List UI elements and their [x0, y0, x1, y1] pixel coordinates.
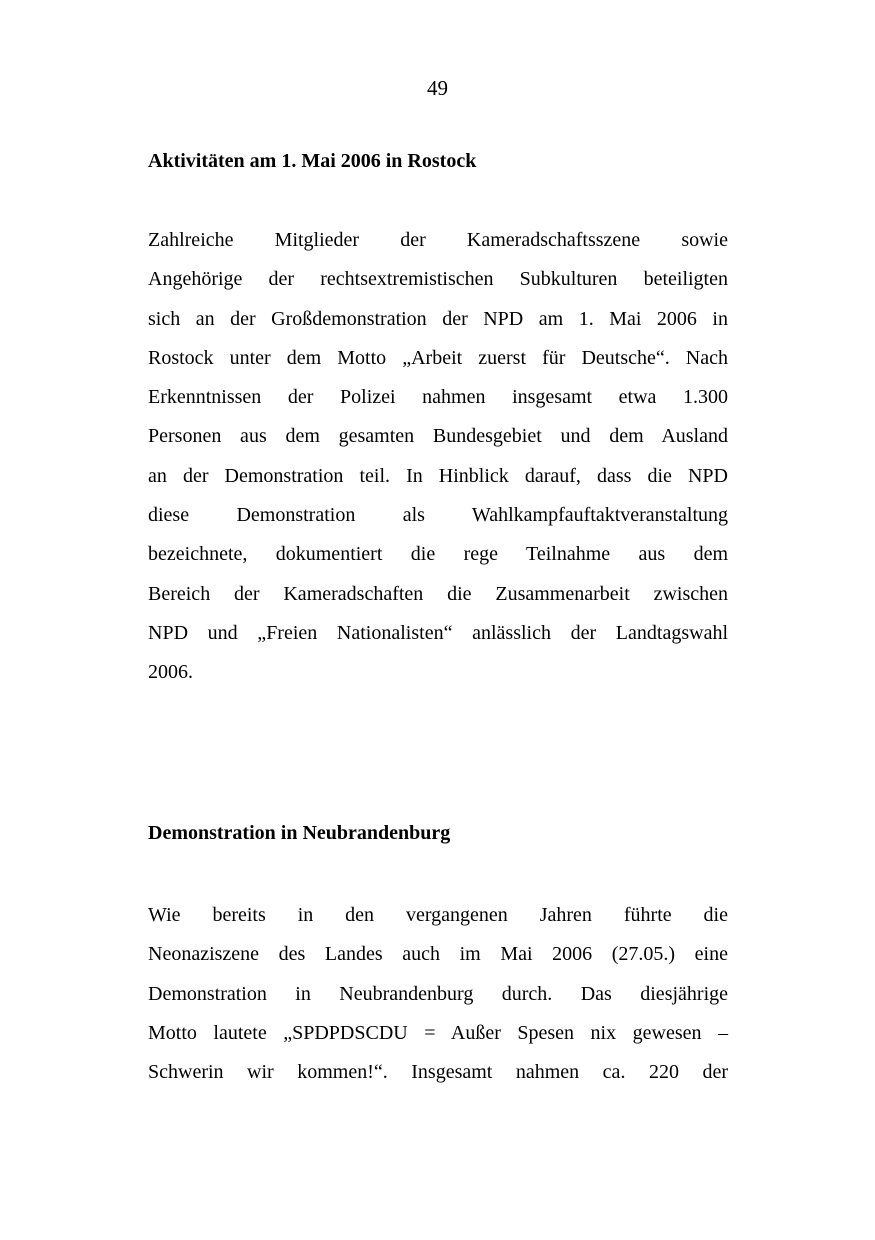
text-line: Personen aus dem gesamten Bundesgebiet und dem Ausland [148, 425, 728, 448]
text-line: diese Demonstration als Wahlkampfauftaktveranstaltung [148, 504, 728, 527]
text-line: Wie bereits in den vergangenen Jahren führte die [148, 904, 728, 926]
text-line: an der Demonstration teil. In Hinblick darauf, dass die NPD [148, 464, 728, 487]
text-line: Neonaziszene des Landes auch im Mai 2006 (27.05.) eine [148, 943, 728, 966]
text-line: Bereich der Kameradschaften die Zusammenarbeit zwischen [148, 582, 728, 605]
paragraph-rostock [148, 221, 728, 693]
text-line: 2006. [148, 661, 193, 684]
text-line: Erkenntnissen der Polizei nahmen insgesamt etwa 1.300 [148, 386, 728, 409]
text-line: Demonstration in Neubrandenburg durch. Das diesjährige [148, 982, 728, 1005]
text-line: Zahlreiche Mitglieder der Kameradschaftsszene sowie [148, 229, 728, 251]
text-line: Schwerin wir kommen!“. Insgesamt nahmen ca. 220 der [148, 1061, 728, 1084]
text-line: NPD und „Freien Nationalisten“ anlässlich der Landtagswahl [148, 621, 728, 644]
text-line: Motto lautete „SPDPDSCDU = Außer Spesen nix gewesen – [148, 1021, 728, 1044]
section-heading-neubrandenburg: Demonstration in Neubrandenburg [148, 822, 451, 844]
section-heading-rostock: Aktivitäten am 1. Mai 2006 in Rostock [148, 150, 477, 172]
text-line: Rostock unter dem Motto „Arbeit zuerst für Deutsche“. Nach [148, 346, 728, 369]
text-line: bezeichnete, dokumentiert die rege Teilnahme aus dem [148, 543, 728, 566]
page-number: 49 [427, 76, 448, 100]
paragraph-neubrandenburg [148, 896, 728, 1092]
text-line: Angehörige der rechtsextremistischen Subkulturen beteiligten [148, 268, 728, 291]
text-line: sich an der Großdemonstration der NPD am 1. Mai 2006 in [148, 307, 728, 330]
